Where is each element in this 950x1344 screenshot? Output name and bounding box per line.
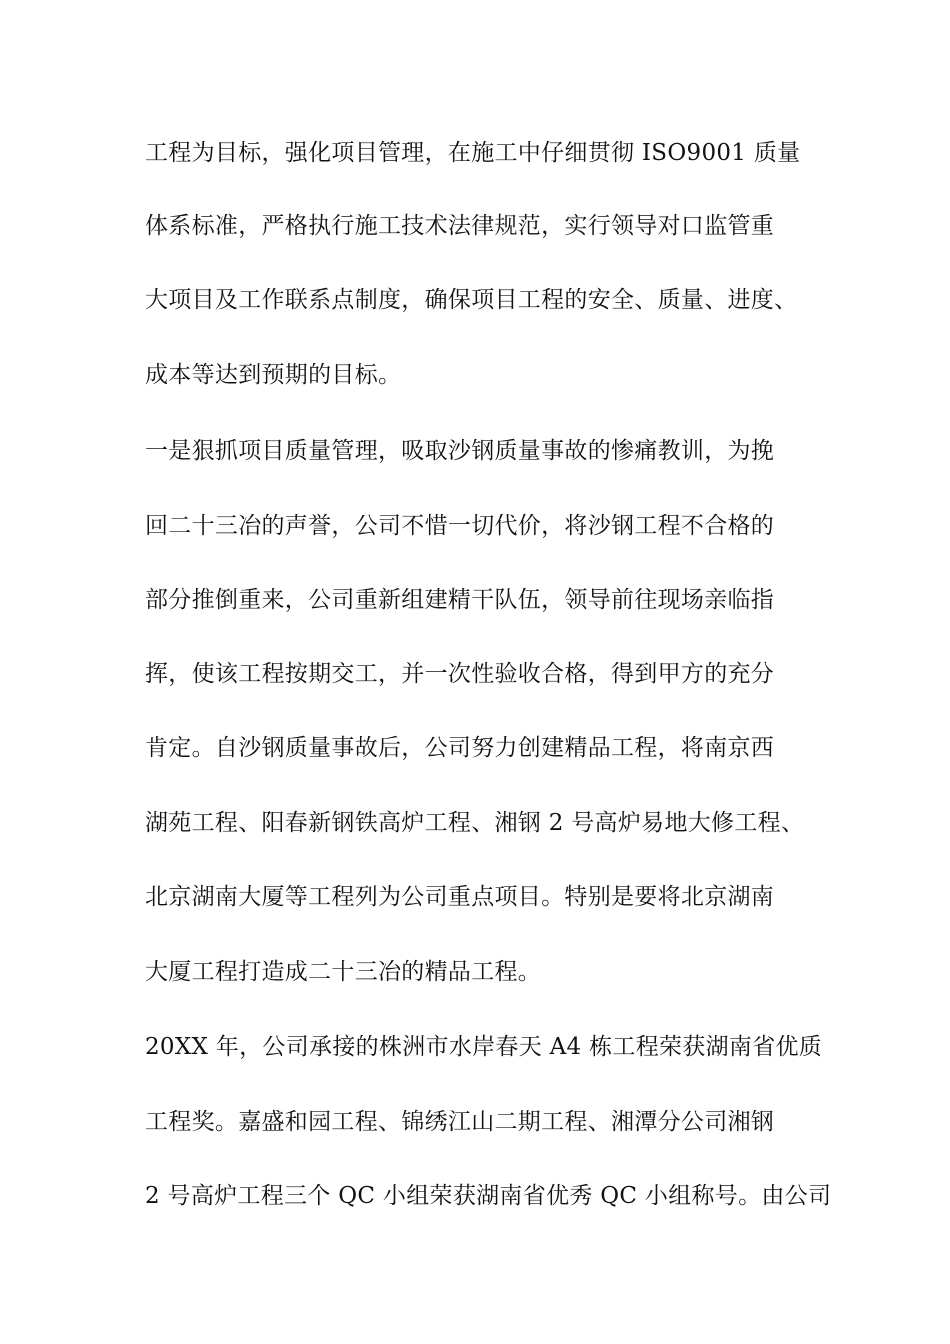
text-line: 湖苑工程、阳春新钢铁高炉工程、湘钢 2 号高炉易地大修工程、 bbox=[145, 810, 805, 836]
text-line: 工程奖。嘉盛和园工程、锦绣江山二期工程、湘潭分公司湘钢 bbox=[145, 1109, 775, 1135]
text-line: 工程为目标，强化项目管理，在施工中仔细贯彻 ISO9001 质量 bbox=[145, 140, 801, 166]
text-line: 体系标准，严格执行施工技术法律规范，实行领导对口监管重 bbox=[145, 213, 775, 239]
text-line: 北京湖南大厦等工程列为公司重点项目。特别是要将北京湖南 bbox=[145, 884, 775, 910]
text-line: 回二十三冶的声誉，公司不惜一切代价，将沙钢工程不合格的 bbox=[145, 513, 775, 539]
text-line: 大厦工程打造成二十三冶的精品工程。 bbox=[145, 959, 542, 985]
text-line: 2 号高炉工程三个 QC 小组荣获湖南省优秀 QC 小组称号。由公司 bbox=[145, 1183, 832, 1209]
text-line: 大项目及工作联系点制度，确保项目工程的安全、质量、进度、 bbox=[145, 287, 798, 313]
text-line: 20XX 年，公司承接的株洲市水岸春天 A4 栋工程荣获湖南省优质 bbox=[145, 1034, 823, 1060]
text-line: 肯定。自沙钢质量事故后，公司努力创建精品工程，将南京西 bbox=[145, 735, 775, 761]
text-line: 部分推倒重来，公司重新组建精干队伍，领导前往现场亲临指 bbox=[145, 587, 775, 613]
text-line: 成本等达到预期的目标。 bbox=[145, 362, 402, 388]
text-line: 一是狠抓项目质量管理，吸取沙钢质量事故的惨痛教训，为挽 bbox=[145, 438, 775, 464]
text-line: 挥，使该工程按期交工，并一次性验收合格，得到甲方的充分 bbox=[145, 661, 775, 687]
